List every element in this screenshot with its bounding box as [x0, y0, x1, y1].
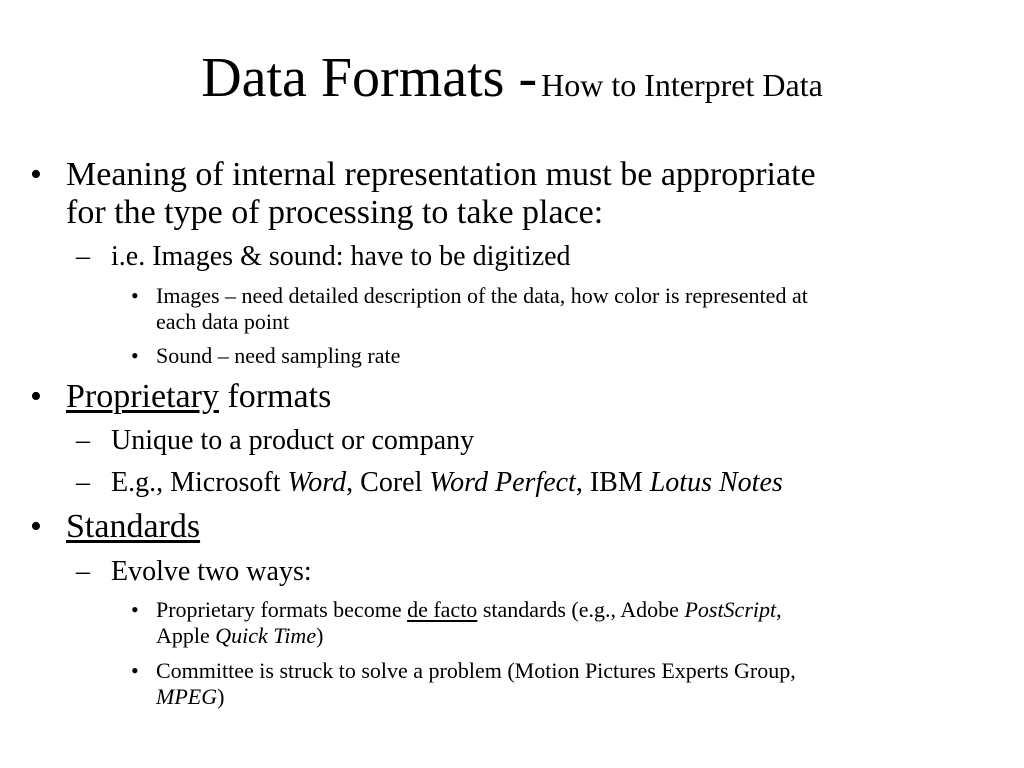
defacto-text-4: Apple [156, 623, 216, 648]
examples-word: Word [287, 467, 347, 498]
bullet-level1: • [30, 156, 42, 193]
bullet-level2: – [76, 467, 90, 498]
standards-term: Standards [66, 508, 201, 545]
proprietary-rest: formats [218, 378, 332, 415]
bullet-level1: • [30, 508, 42, 545]
bullet-level3: • [131, 283, 139, 308]
bullet-committee-line1: Committee is struck to solve a problem (Motion Pictures Experts Group, [156, 658, 796, 683]
bullet-committee-line2 [156, 684, 796, 710]
bullet-level3: • [131, 658, 139, 683]
bullet-unique: Unique to a product or company [111, 425, 475, 456]
bullet-images [156, 283, 808, 335]
bullet-level2: – [76, 425, 90, 456]
examples-text-1: E.g., Microsoft [111, 467, 288, 498]
bullet-standards [66, 508, 200, 546]
bullet-level3: • [131, 343, 139, 368]
bullet-digitized: i.e. Images & sound: have to be digitized [111, 241, 571, 272]
defacto-text-3: , [776, 597, 782, 622]
bullet-committee [156, 658, 796, 710]
defacto-postscript: PostScript [684, 597, 777, 622]
bullet-level1: • [30, 378, 42, 415]
bullet-level3: • [131, 597, 139, 622]
committee-close: ) [217, 684, 225, 709]
defacto-quicktime: Quick Time [215, 623, 317, 648]
bullet-images-line2: each data point [156, 309, 290, 334]
bullet-defacto [156, 597, 782, 649]
proprietary-term: Proprietary [66, 378, 219, 415]
bullet-meaning-line2: for the type of processing to take place: [66, 194, 604, 231]
examples-wordperfect: Word Perfect [429, 467, 576, 498]
title-subtitle: How to Interpret Data [541, 67, 823, 103]
bullet-level2: – [76, 556, 90, 587]
slide-title [0, 47, 1024, 109]
examples-text-3: , IBM [575, 467, 650, 498]
bullet-examples [111, 467, 783, 499]
defacto-term: de facto [407, 597, 478, 622]
examples-lotus-notes: Lotus Notes [649, 467, 783, 498]
bullet-level2: – [76, 241, 90, 272]
defacto-text-5: ) [316, 623, 324, 648]
title-main: Data Formats - [201, 47, 538, 109]
bullet-meaning [66, 156, 816, 232]
defacto-text-2: standards (e.g., Adobe [477, 597, 685, 622]
bullet-images-line1: Images – need detailed description of the data, how color is represented at [156, 283, 808, 308]
bullet-defacto-line2 [156, 623, 782, 649]
examples-text-2: , Corel [346, 467, 430, 498]
bullet-defacto-line1 [156, 597, 782, 623]
defacto-text-1: Proprietary formats become [156, 597, 408, 622]
committee-mpeg: MPEG [156, 684, 218, 709]
bullet-evolve: Evolve two ways: [111, 556, 312, 587]
bullet-meaning-line1: Meaning of internal representation must be appropriate [66, 156, 816, 193]
bullet-proprietary [66, 378, 331, 416]
bullet-sound: Sound – need sampling rate [156, 343, 401, 368]
